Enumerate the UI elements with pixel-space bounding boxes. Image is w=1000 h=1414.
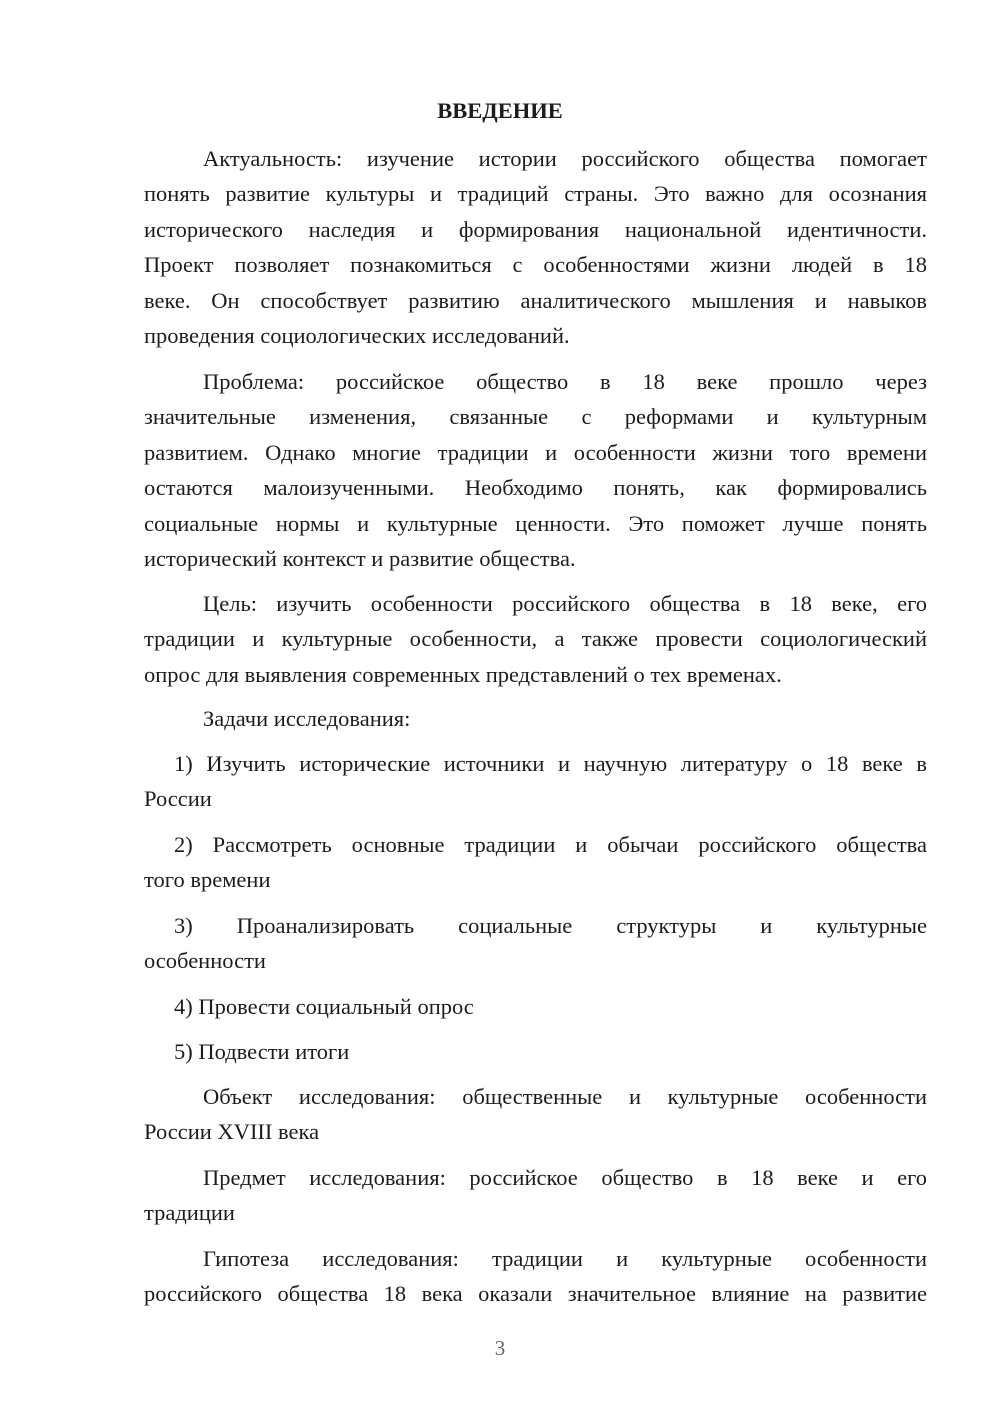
paragraph-line: Проблема: российское общество в 18 веке прошло через — [203, 369, 927, 394]
paragraph-line: особенности — [144, 948, 266, 974]
paragraph-line: Объект исследования: общественные и культурные особенности — [203, 1084, 927, 1109]
paragraph-line: Цель: изучить особенности российского общества в 18 веке, его — [203, 591, 927, 616]
paragraph-line: проведения социологических исследований. — [144, 323, 570, 349]
paragraph-line: традиции и культурные особенности, а также провести социологический — [144, 626, 927, 652]
task-item-1 — [144, 746, 927, 817]
paragraph-line: веке. Он способствует развитию аналитического мышления и навыков — [144, 287, 927, 313]
paragraph-line: 5) Подвести итоги — [174, 1039, 350, 1064]
task-item-2 — [144, 827, 927, 898]
paragraph-hypothesis — [144, 1241, 927, 1312]
section-heading: ВВЕДЕНИЕ — [437, 98, 563, 123]
paragraph-line: Гипотеза исследования: традиции и культурные особенности — [203, 1246, 927, 1271]
paragraph-line: социальные нормы и культурные ценности. Это поможет лучше понять — [144, 510, 927, 536]
paragraph-subject — [144, 1160, 927, 1231]
paragraph-line: Актуальность: изучение истории российского общества помогает — [203, 146, 927, 171]
paragraph-line: России XVIII века — [144, 1119, 320, 1145]
page-number: 3 — [494, 1336, 506, 1360]
paragraph-line: России — [144, 786, 212, 812]
paragraph-line: 4) Провести социальный опрос — [174, 994, 474, 1019]
task-item-5 — [144, 1034, 927, 1069]
paragraph-line: 3) Проанализировать социальные структуры и культурные — [174, 913, 927, 938]
paragraph-line: 2) Рассмотреть основные традиции и обычаи российского общества — [174, 832, 927, 857]
paragraph-line: значительные изменения, связанные с реформами и культурным — [144, 404, 927, 430]
paragraph-line: того времени — [144, 867, 271, 893]
paragraph-object — [144, 1079, 927, 1150]
task-item-3 — [144, 908, 927, 979]
paragraph-line: исторический контекст и развитие общества. — [144, 546, 576, 572]
paragraph-line: понять развитие культуры и традиций страны. Это важно для осознания — [144, 181, 927, 207]
tasks-heading — [144, 701, 927, 736]
paragraph-line: Предмет исследования: российское общество в 18 веке и его — [203, 1165, 927, 1190]
paragraph-relevance — [144, 141, 927, 353]
paragraph-line: Задачи исследования: — [203, 706, 411, 731]
paragraph-line: 1) Изучить исторические источники и научную литературу о 18 веке в — [174, 751, 927, 776]
task-item-4 — [144, 989, 927, 1024]
paragraph-line: остаются малоизученными. Необходимо понять, как формировались — [144, 475, 927, 501]
paragraph-line: традиции — [144, 1200, 235, 1226]
paragraph-line: Проект позволяет познакомиться с особенностями жизни людей в 18 — [144, 252, 927, 278]
paragraph-line: развитием. Однако многие традиции и особенности жизни того времени — [144, 439, 927, 465]
paragraph-goal — [144, 586, 927, 692]
paragraph-line: российского общества 18 века оказали значительное влияние на развитие — [144, 1281, 927, 1307]
paragraph-line: исторического наследия и формирования национальной идентичности. — [144, 216, 927, 242]
paragraph-problem — [144, 364, 927, 576]
paragraph-line: опрос для выявления современных представлений о тех временах. — [144, 661, 782, 687]
